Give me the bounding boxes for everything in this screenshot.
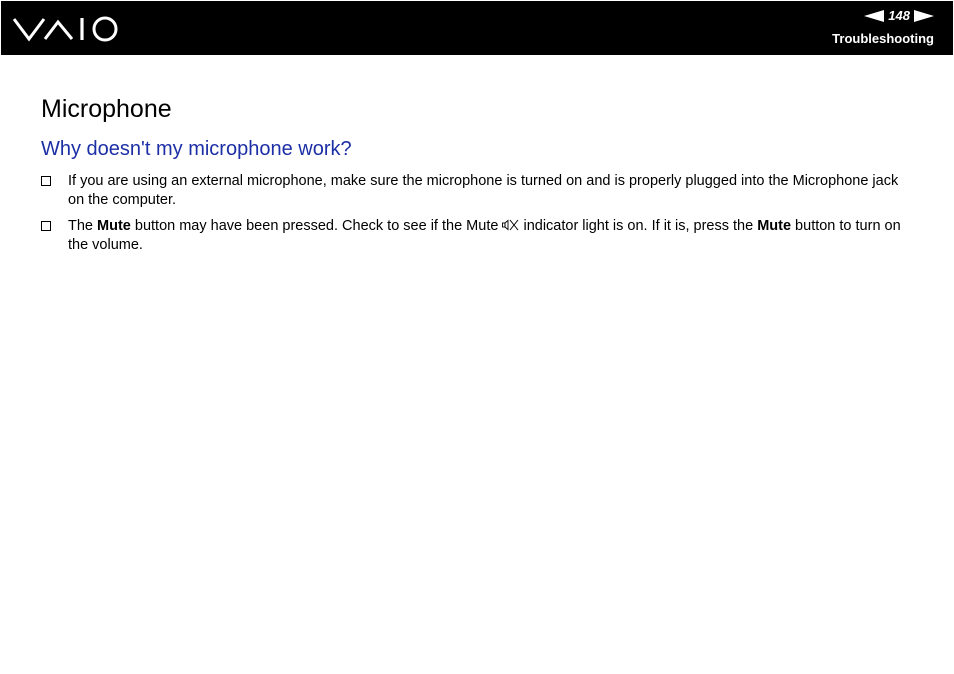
vaio-logo	[12, 15, 122, 43]
right-arrow-icon[interactable]	[914, 10, 934, 22]
checkbox-bullet-icon	[41, 221, 51, 231]
left-arrow-icon[interactable]	[864, 10, 884, 22]
mute-indicator-icon	[502, 219, 519, 231]
text-segment: indicator light is on. If it is, press the	[519, 218, 758, 234]
page-header	[1, 1, 953, 55]
text-segment: button to turn on the volume.	[68, 218, 901, 253]
list-item	[41, 217, 916, 255]
answer-list	[41, 172, 916, 262]
page-number: 148	[888, 8, 910, 23]
checkbox-bullet-icon	[41, 176, 51, 186]
page-navigation	[864, 8, 934, 23]
mute-key-label: Mute	[97, 218, 131, 234]
question-heading: Why doesn't my microphone work?	[41, 138, 352, 160]
list-item	[41, 172, 916, 210]
text-segment: The	[68, 218, 98, 234]
section-label: Troubleshooting	[832, 31, 934, 46]
list-item-text: If you are using an external microphone, make sure the microphone is turned on and is properly plugged into the Microphone jack on the computer.	[68, 173, 899, 208]
page-title: Microphone	[41, 95, 172, 123]
list-item-text	[68, 218, 901, 253]
mute-key-label: Mute	[757, 218, 792, 234]
text-segment: button may have been pressed. Check to see if the Mute	[130, 218, 503, 234]
